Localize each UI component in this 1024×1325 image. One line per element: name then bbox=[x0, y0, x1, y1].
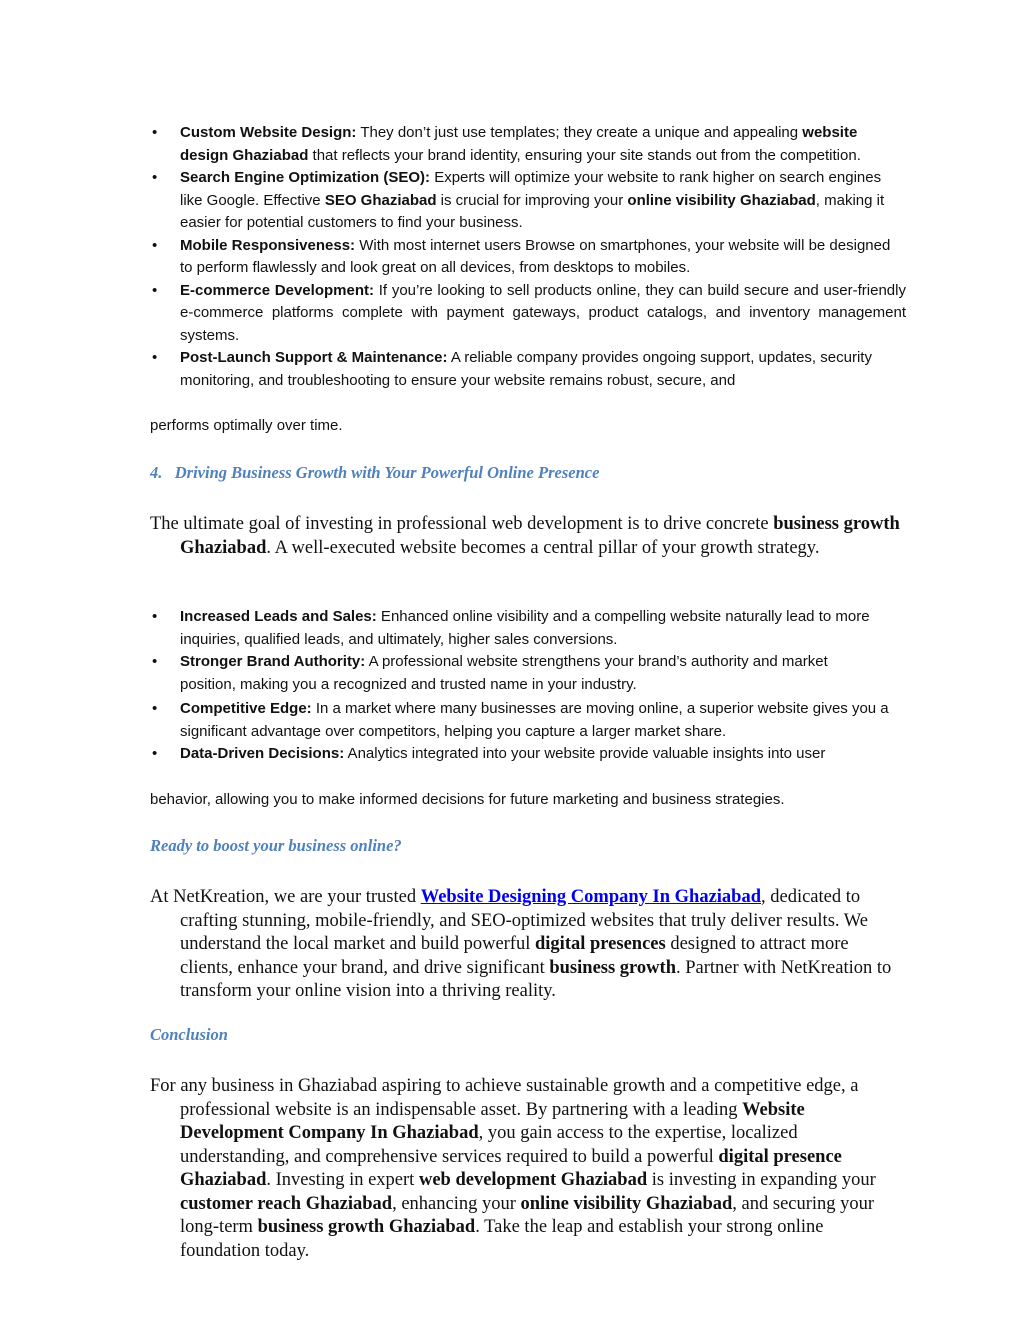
bullet-icon: • bbox=[152, 653, 158, 670]
item-title: Search Engine Optimization (SEO): bbox=[180, 169, 431, 186]
list-item: • Stronger Brand Authority: A professional website strengthens your brand’s authority and market position, making you a recognized and trusted name in your industry. bbox=[152, 653, 828, 693]
item-title: Post-Launch Support & Maintenance: bbox=[180, 349, 448, 366]
list-item: • Post-Launch Support & Maintenance: A reliable company provides ongoing support, updates, security monitoring, and troubleshooting to ensure your website remains robust, secure, and bbox=[152, 349, 872, 389]
list-item: • Search Engine Optimization (SEO): Experts will optimize your website to rank higher on search engines like Google. Effective SEO Ghaziabad is crucial for improving your online visibility Ghaziabad, making it easier for potential customers to find your business. bbox=[152, 169, 885, 231]
bullet-icon: • bbox=[152, 608, 158, 625]
item-title: Data-Driven Decisions: bbox=[180, 745, 345, 762]
list-item: • Mobile Responsiveness: With most internet users Browse on smartphones, your website will be designed to perform flawlessly and look great on all devices, from desktops to mobiles. bbox=[152, 236, 891, 276]
conclusion-heading: Conclusion bbox=[150, 1025, 228, 1044]
section-intro-paragraph: The ultimate goal of investing in professional web development is to drive concrete business growth Ghaziabad. A well-executed website becomes a central pillar of your growth strategy. bbox=[150, 514, 900, 558]
list-item: • Data-Driven Decisions: Analytics integrated into your website provide valuable insights into user bbox=[150, 743, 902, 766]
item-title: Increased Leads and Sales: bbox=[180, 608, 377, 625]
list-item: • E-commerce Development: If you’re looking to sell products online, they can build secure and user-friendly e-commerce platforms complete with payment gateways, product catalogs, and inventory management systems. bbox=[152, 281, 906, 344]
growth-list-tail: behavior, allowing you to make informed decisions for future marketing and business strategies. bbox=[150, 791, 785, 808]
item-title: E-commerce Development: bbox=[180, 281, 374, 299]
cta-paragraph: At NetKreation, we are your trusted Website Designing Company In Ghaziabad, dedicated to crafting stunning, mobile-friendly, and SEO-optimized websites that truly deliver results. We understand the local market and build powerful digital presences designed to attract more clients, enhance your brand, and drive significant business growth. Partner with NetKreation to transform your online vision into a thriving reality. bbox=[150, 887, 892, 1001]
growth-list bbox=[150, 606, 906, 766]
services-list-tail: performs optimally over time. bbox=[150, 417, 343, 434]
section-heading: 4. Driving Business Growth with Your Powerful Online Presence bbox=[150, 463, 600, 482]
bullet-icon: • bbox=[152, 349, 158, 366]
services-list bbox=[150, 122, 906, 392]
list-item: • Increased Leads and Sales: Enhanced online visibility and a compelling website naturally lead to more inquiries, qualified leads, and ultimately, higher sales conversions. bbox=[152, 608, 870, 648]
list-item: • Custom Website Design: They don’t just use templates; they create a unique and appealing website design Ghaziabad that reflects your brand identity, ensuring your site stands out from the competition. bbox=[152, 124, 861, 164]
item-title: Custom Website Design: bbox=[180, 124, 357, 141]
company-link[interactable]: Website Designing Company In Ghaziabad bbox=[420, 887, 761, 907]
bullet-icon: • bbox=[152, 745, 158, 762]
item-title: Stronger Brand Authority: bbox=[180, 653, 366, 670]
conclusion-paragraph: For any business in Ghaziabad aspiring to achieve sustainable growth and a competitive edge, a professional website is an indispensable asset. By partnering with a leading Website Development Company In Ghaziabad, you gain access to the expertise, localized understanding, and comprehensive services required to build a powerful digital presence Ghaziabad. Investing in expert web development Ghaziabad is investing in expanding your customer reach Ghaziabad, enhancing your online visibility Ghaziabad, and securing your long-term business growth Ghaziabad. Take the leap and establish your strong online foundation today. bbox=[150, 1076, 876, 1261]
item-title: Mobile Responsiveness: bbox=[180, 236, 356, 254]
bullet-icon: • bbox=[152, 236, 158, 254]
bullet-icon: • bbox=[152, 124, 158, 141]
bullet-icon: • bbox=[152, 169, 158, 186]
bullet-icon: • bbox=[152, 281, 158, 299]
cta-heading: Ready to boost your business online? bbox=[150, 836, 402, 855]
bullet-icon: • bbox=[152, 700, 158, 717]
item-title: Competitive Edge: bbox=[180, 700, 312, 717]
list-item: • Competitive Edge: In a market where many businesses are moving online, a superior website gives you a significant advantage over competitors, helping you capture a larger market share. bbox=[152, 700, 889, 740]
